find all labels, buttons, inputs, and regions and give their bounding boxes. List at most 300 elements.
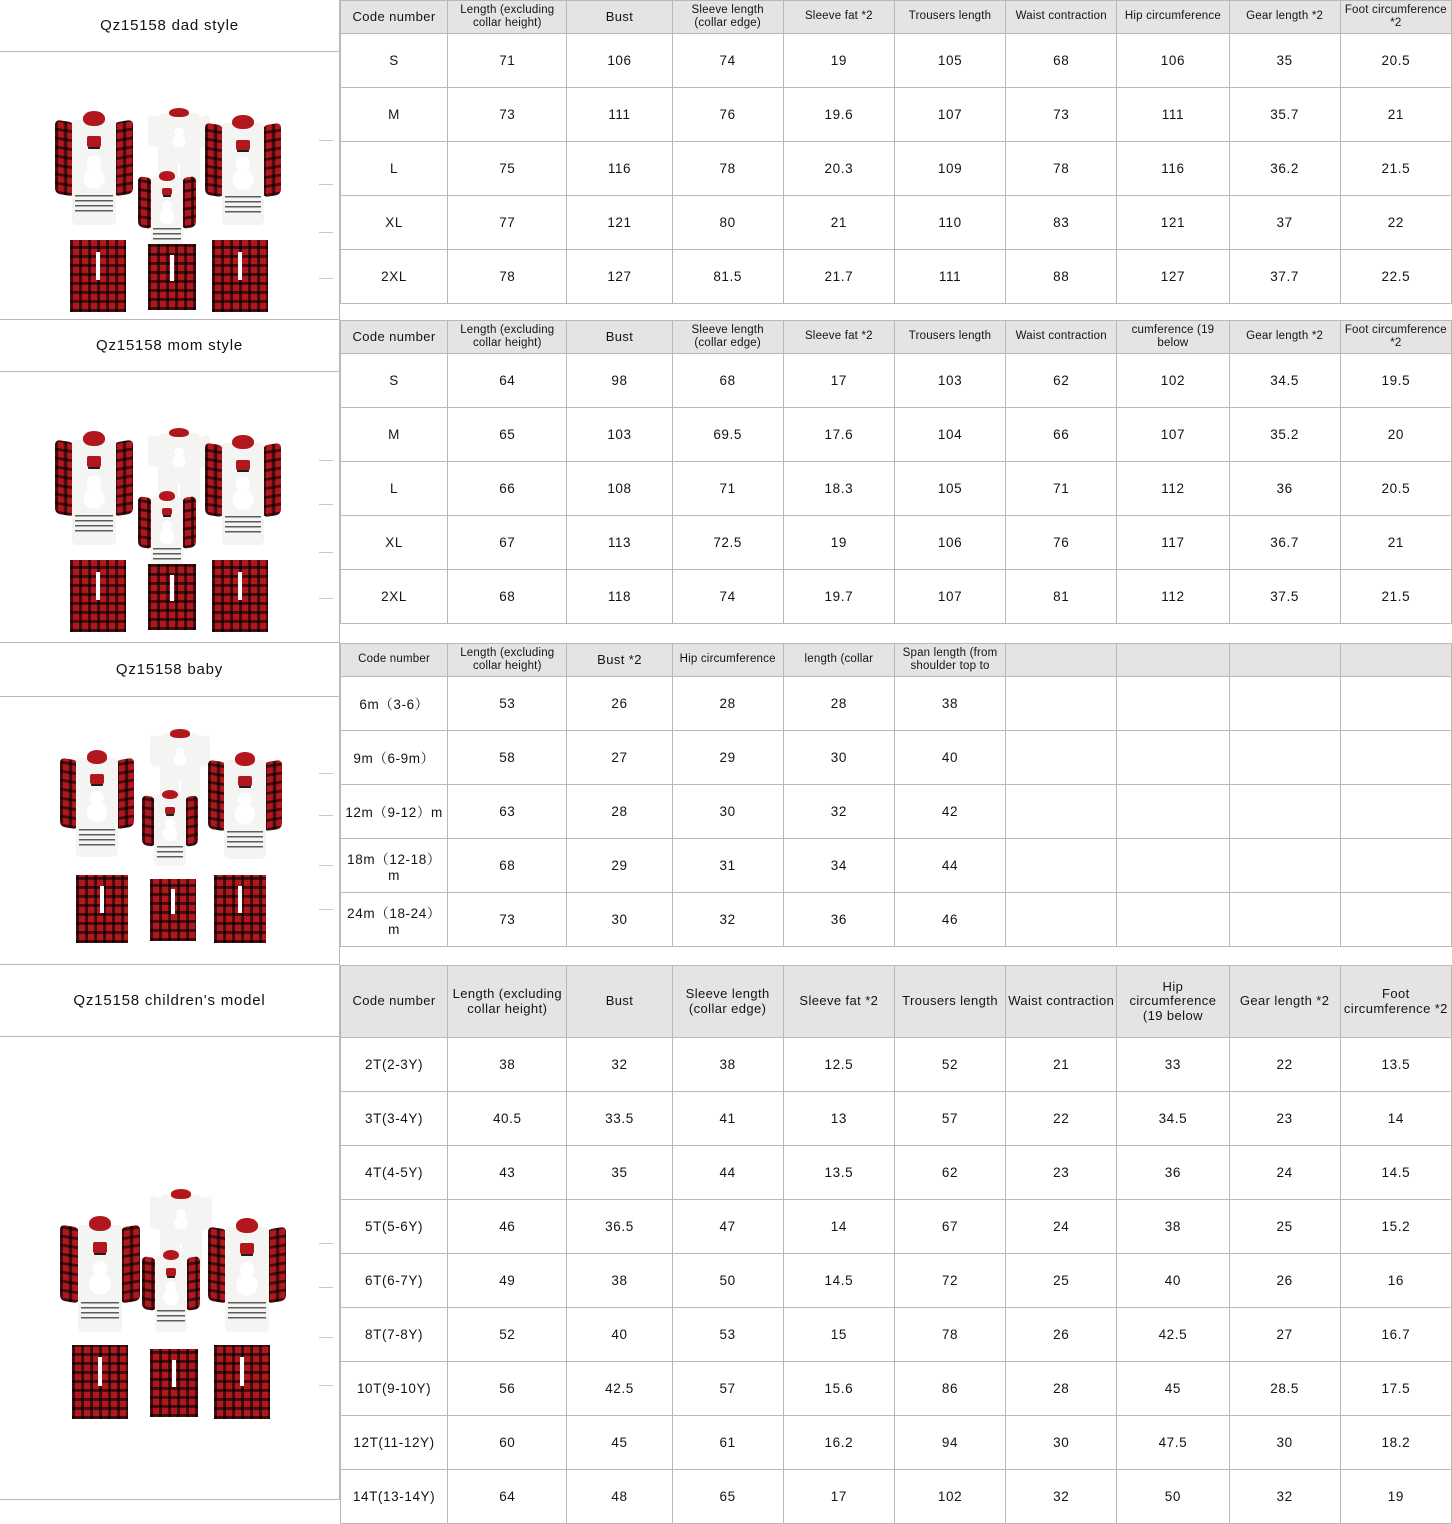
cell: 103 (567, 407, 672, 461)
garment-top-child (138, 490, 196, 572)
blank-cell (1006, 644, 1117, 677)
cell: 117 (1117, 515, 1229, 569)
cell: 24 (1006, 1200, 1117, 1254)
cell: 78 (894, 1308, 1005, 1362)
cell: 13 (783, 1092, 894, 1146)
cell: 20.5 (1340, 33, 1451, 87)
cell: 4T(4-5Y) (341, 1146, 448, 1200)
garment-pants-right (214, 875, 266, 943)
hanger-tick (319, 865, 333, 866)
cell: 78 (1006, 141, 1117, 195)
cell: 12T(11-12Y) (341, 1416, 448, 1470)
cell: 19 (783, 515, 894, 569)
cell: 17.6 (783, 407, 894, 461)
table-header-row (341, 321, 1452, 354)
table-row (341, 141, 1452, 195)
col-header: Code number (341, 644, 448, 677)
blank-cell (1006, 784, 1117, 838)
cell: 45 (1117, 1362, 1229, 1416)
cell: 107 (1117, 407, 1229, 461)
col-header: Sleeve length (collar edge) (672, 966, 783, 1038)
table-row (341, 569, 1452, 623)
blank-cell (1340, 892, 1451, 946)
cell: 27 (567, 730, 672, 784)
cell: 37 (1229, 195, 1340, 249)
cell: 47 (672, 1200, 783, 1254)
cell: 77 (448, 195, 567, 249)
garment-pants-center (148, 244, 196, 310)
cell: 110 (894, 195, 1005, 249)
section-baby (0, 643, 1452, 965)
cell: 19 (1340, 1470, 1451, 1524)
cell: 30 (567, 892, 672, 946)
cell: 17.5 (1340, 1362, 1451, 1416)
cell: 38 (1117, 1200, 1229, 1254)
garment-top-child (142, 789, 198, 869)
cell: 44 (672, 1146, 783, 1200)
cell: 23 (1006, 1146, 1117, 1200)
cell: 71 (448, 33, 567, 87)
col-header: Code number (341, 321, 448, 354)
blank-cell (1340, 784, 1451, 838)
cell: 49 (448, 1254, 567, 1308)
col-header: Code number (341, 966, 448, 1038)
cell: 106 (1117, 33, 1229, 87)
cell: 73 (448, 87, 567, 141)
cell: 74 (672, 33, 783, 87)
mom-pajama-set-illustration (0, 372, 339, 643)
col-header: Hip circumference (1117, 1, 1229, 34)
garment-top-left (55, 110, 133, 230)
cell: 28 (567, 784, 672, 838)
cell: 73 (1006, 87, 1117, 141)
cell: L (341, 461, 448, 515)
cell: 71 (1006, 461, 1117, 515)
cell: 60 (448, 1416, 567, 1470)
baby-left-pane (0, 643, 340, 965)
hanger-tick (319, 460, 333, 461)
cell: 113 (567, 515, 672, 569)
cell: 64 (448, 353, 567, 407)
garment-pants-right (214, 1345, 270, 1419)
dad-pajama-set-illustration (0, 52, 339, 320)
children-size-table (340, 965, 1452, 1524)
cell: 44 (894, 838, 1005, 892)
dad-left-pane (0, 0, 340, 320)
cell: 35 (1229, 33, 1340, 87)
cell: 118 (567, 569, 672, 623)
cell: 14.5 (783, 1254, 894, 1308)
mom-size-table (340, 320, 1452, 624)
cell: S (341, 33, 448, 87)
cell: 28.5 (1229, 1362, 1340, 1416)
cell: S (341, 353, 448, 407)
table-row (341, 1416, 1452, 1470)
cell: 121 (567, 195, 672, 249)
cell: 43 (448, 1146, 567, 1200)
cell: 106 (894, 515, 1005, 569)
garment-top-left (60, 749, 134, 861)
cell: 14T(13-14Y) (341, 1470, 448, 1524)
cell: 9m（6-9m） (341, 730, 448, 784)
table-row (341, 1200, 1452, 1254)
baby-block-title-cell (0, 643, 339, 697)
col-header: Waist contraction (1006, 321, 1117, 354)
cell: 21 (1006, 1038, 1117, 1092)
table-row (341, 892, 1452, 946)
table-row (341, 1038, 1452, 1092)
cell: 32 (1229, 1470, 1340, 1524)
cell: 25 (1229, 1200, 1340, 1254)
cell: 76 (672, 87, 783, 141)
cell: 52 (448, 1308, 567, 1362)
cell: 109 (894, 141, 1005, 195)
col-header: Hip circumference (672, 644, 783, 677)
cell: 19.5 (1340, 353, 1451, 407)
table-header-row (341, 1, 1452, 34)
cell: 38 (567, 1254, 672, 1308)
cell: 98 (567, 353, 672, 407)
cell: 16.7 (1340, 1308, 1451, 1362)
mom-family-garments (0, 372, 339, 642)
blank-cell (1340, 838, 1451, 892)
children-block-title-cell (0, 965, 339, 1037)
cell: 35 (567, 1146, 672, 1200)
blank-cell (1340, 644, 1451, 677)
cell: 66 (1006, 407, 1117, 461)
cell: 46 (448, 1200, 567, 1254)
cell: 22 (1229, 1038, 1340, 1092)
cell: XL (341, 515, 448, 569)
table-row (341, 1092, 1452, 1146)
children-family-garments (0, 1037, 339, 1499)
col-header: Code number (341, 1, 448, 34)
hanger-tick (319, 1337, 333, 1338)
cell: 6m（3-6） (341, 676, 448, 730)
cell: 31 (672, 838, 783, 892)
hanger-tick (319, 1243, 333, 1244)
cell: 34 (783, 838, 894, 892)
hanger-tick (319, 504, 333, 505)
table-row (341, 515, 1452, 569)
cell: 28 (1006, 1362, 1117, 1416)
cell: 42 (894, 784, 1005, 838)
cell: 2XL (341, 569, 448, 623)
cell: 35.2 (1229, 407, 1340, 461)
cell: 64 (448, 1470, 567, 1524)
cell: 36 (783, 892, 894, 946)
cell: 26 (1229, 1254, 1340, 1308)
col-header: Bust (567, 966, 672, 1038)
cell: 13.5 (783, 1146, 894, 1200)
hanger-tick (319, 184, 333, 185)
cell: 3T(3-4Y) (341, 1092, 448, 1146)
hanger-tick (319, 232, 333, 233)
baby-size-table (340, 643, 1452, 947)
cell: 14.5 (1340, 1146, 1451, 1200)
cell: 18.3 (783, 461, 894, 515)
cell: 62 (1006, 353, 1117, 407)
cell: 21 (783, 195, 894, 249)
cell: 37.7 (1229, 249, 1340, 303)
cell: 68 (448, 569, 567, 623)
table-row (341, 1254, 1452, 1308)
cell: 81.5 (672, 249, 783, 303)
baby-family-garments (0, 697, 339, 964)
table-header-row (341, 966, 1452, 1038)
table-row (341, 838, 1452, 892)
cell: 65 (448, 407, 567, 461)
cell: 74 (672, 569, 783, 623)
garment-top-child (142, 1249, 200, 1335)
cell: 40 (567, 1308, 672, 1362)
table-row (341, 87, 1452, 141)
col-header: Sleeve length (collar edge) (672, 321, 783, 354)
cell: 56 (448, 1362, 567, 1416)
col-header: Sleeve fat *2 (783, 966, 894, 1038)
garment-pants-center (148, 564, 196, 630)
cell: 28 (672, 676, 783, 730)
table-row (341, 1470, 1452, 1524)
col-header: Bust (567, 1, 672, 34)
blank-cell (1117, 676, 1229, 730)
cell: 86 (894, 1362, 1005, 1416)
cell: 21.5 (1340, 569, 1451, 623)
children-table-pane (340, 965, 1452, 1504)
cell: 105 (894, 33, 1005, 87)
cell: 111 (567, 87, 672, 141)
cell: 20 (1340, 407, 1451, 461)
dad-size-table (340, 0, 1452, 304)
blank-cell (1117, 644, 1229, 677)
col-header: Length (excluding collar height) (448, 966, 567, 1038)
garment-top-right (208, 751, 282, 863)
cell: 33.5 (567, 1092, 672, 1146)
col-header: Foot circumference *2 (1340, 966, 1451, 1038)
cell: 112 (1117, 461, 1229, 515)
blank-cell (1006, 676, 1117, 730)
col-header: Sleeve fat *2 (783, 1, 894, 34)
cell: XL (341, 195, 448, 249)
dad-table-pane (340, 0, 1452, 320)
table-row (341, 784, 1452, 838)
cell: 38 (672, 1038, 783, 1092)
cell: 30 (783, 730, 894, 784)
table-row (341, 461, 1452, 515)
cell: 76 (1006, 515, 1117, 569)
table-row (341, 1146, 1452, 1200)
cell: 121 (1117, 195, 1229, 249)
cell: 88 (1006, 249, 1117, 303)
cell: 21 (1340, 515, 1451, 569)
blank-cell (1229, 676, 1340, 730)
col-header: Gear length *2 (1229, 966, 1340, 1038)
cell: 73 (448, 892, 567, 946)
cell: 17 (783, 353, 894, 407)
cell: 36 (1117, 1146, 1229, 1200)
cell: 19.6 (783, 87, 894, 141)
dad-block-title-cell (0, 0, 339, 52)
cell: 94 (894, 1416, 1005, 1470)
cell: 14 (783, 1200, 894, 1254)
col-header: Trousers length (894, 321, 1005, 354)
cell: 57 (672, 1362, 783, 1416)
col-header: Trousers length (894, 966, 1005, 1038)
children-block-title: Qz15158 children's model (73, 992, 266, 1009)
blank-cell (1340, 676, 1451, 730)
cell: 42.5 (567, 1362, 672, 1416)
cell: 116 (1117, 141, 1229, 195)
cell: 52 (894, 1038, 1005, 1092)
garment-pants-left (70, 560, 126, 632)
col-header: Bust *2 (567, 644, 672, 677)
hanger-tick (319, 815, 333, 816)
cell: 36.2 (1229, 141, 1340, 195)
col-header: Gear length *2 (1229, 321, 1340, 354)
blank-cell (1229, 784, 1340, 838)
garment-top-right (208, 1217, 286, 1337)
cell: 13.5 (1340, 1038, 1451, 1092)
cell: 40 (894, 730, 1005, 784)
cell: 33 (1117, 1038, 1229, 1092)
cell: 105 (894, 461, 1005, 515)
cell: 65 (672, 1470, 783, 1524)
cell: 12.5 (783, 1038, 894, 1092)
cell: 107 (894, 87, 1005, 141)
cell: 83 (1006, 195, 1117, 249)
cell: 2T(2-3Y) (341, 1038, 448, 1092)
cell: 30 (672, 784, 783, 838)
col-header: Bust (567, 321, 672, 354)
table-row (341, 730, 1452, 784)
cell: 106 (567, 33, 672, 87)
cell: 72.5 (672, 515, 783, 569)
col-header: Hip circumference (19 below (1117, 966, 1229, 1038)
cell: 67 (894, 1200, 1005, 1254)
cell: 53 (672, 1308, 783, 1362)
cell: 22.5 (1340, 249, 1451, 303)
cell: 22 (1340, 195, 1451, 249)
section-mom (0, 320, 1452, 643)
col-header: Gear length *2 (1229, 1, 1340, 34)
cell: 75 (448, 141, 567, 195)
blank-cell (1229, 644, 1340, 677)
cell: 103 (894, 353, 1005, 407)
cell: 80 (672, 195, 783, 249)
table-row (341, 676, 1452, 730)
table-row (341, 195, 1452, 249)
cell: 32 (567, 1038, 672, 1092)
blank-cell (1006, 730, 1117, 784)
cell: 23 (1229, 1092, 1340, 1146)
garment-top-child (138, 170, 196, 252)
cell: 111 (1117, 87, 1229, 141)
cell: 25 (1006, 1254, 1117, 1308)
garment-top-left (55, 430, 133, 550)
cell: 8T(7-8Y) (341, 1308, 448, 1362)
cell: 48 (567, 1470, 672, 1524)
hanger-tick (319, 552, 333, 553)
blank-cell (1117, 730, 1229, 784)
hanger-tick (319, 278, 333, 279)
cell: 29 (672, 730, 783, 784)
cell: 58 (448, 730, 567, 784)
cell: 32 (1006, 1470, 1117, 1524)
cell: 20.5 (1340, 461, 1451, 515)
table-row (341, 1308, 1452, 1362)
blank-cell (1229, 838, 1340, 892)
garment-top-left (60, 1215, 140, 1337)
cell: 10T(9-10Y) (341, 1362, 448, 1416)
cell: 21.5 (1340, 141, 1451, 195)
cell: 14 (1340, 1092, 1451, 1146)
cell: 27 (1229, 1308, 1340, 1362)
cell: 40 (1117, 1254, 1229, 1308)
baby-pajama-set-illustration (0, 697, 339, 965)
garment-top-right (205, 114, 281, 230)
cell: 15.6 (783, 1362, 894, 1416)
cell: M (341, 87, 448, 141)
cell: 15.2 (1340, 1200, 1451, 1254)
mom-table-pane (340, 320, 1452, 643)
blank-cell (1229, 730, 1340, 784)
cell: 19 (783, 33, 894, 87)
cell: 38 (894, 676, 1005, 730)
blank-cell (1340, 730, 1451, 784)
mom-block-title: Qz15158 mom style (96, 337, 243, 354)
cell: L (341, 141, 448, 195)
cell: 26 (1006, 1308, 1117, 1362)
cell: 34.5 (1117, 1092, 1229, 1146)
col-header: Foot circumference *2 (1340, 1, 1451, 34)
children-pajama-set-illustration (0, 1037, 339, 1500)
cell: 37.5 (1229, 569, 1340, 623)
cell: 16.2 (783, 1416, 894, 1470)
cell: 47.5 (1117, 1416, 1229, 1470)
table-header-row (341, 644, 1452, 677)
cell: 24m（18-24）m (341, 892, 448, 946)
cell: 63 (448, 784, 567, 838)
hanger-tick (319, 598, 333, 599)
col-header: Length (excluding collar height) (448, 644, 567, 677)
col-header: Span length (from shoulder top to (894, 644, 1005, 677)
cell: 57 (894, 1092, 1005, 1146)
cell: 36.5 (567, 1200, 672, 1254)
cell: 32 (672, 892, 783, 946)
mom-left-pane (0, 320, 340, 643)
hanger-tick (319, 909, 333, 910)
cell: 29 (567, 838, 672, 892)
cell: 5T(5-6Y) (341, 1200, 448, 1254)
cell: 46 (894, 892, 1005, 946)
baby-block-title: Qz15158 baby (115, 661, 224, 678)
cell: 68 (1006, 33, 1117, 87)
cell: 26 (567, 676, 672, 730)
col-header: Foot circumference *2 (1340, 321, 1451, 354)
col-header: Length (excluding collar height) (448, 321, 567, 354)
cell: 62 (894, 1146, 1005, 1200)
cell: 22 (1006, 1092, 1117, 1146)
col-header: Waist contraction (1006, 1, 1117, 34)
blank-cell (1006, 838, 1117, 892)
cell: 16 (1340, 1254, 1451, 1308)
cell: 102 (1117, 353, 1229, 407)
cell: 53 (448, 676, 567, 730)
mom-block-title-cell (0, 320, 339, 372)
cell: 78 (672, 141, 783, 195)
cell: 20.3 (783, 141, 894, 195)
cell: 67 (448, 515, 567, 569)
